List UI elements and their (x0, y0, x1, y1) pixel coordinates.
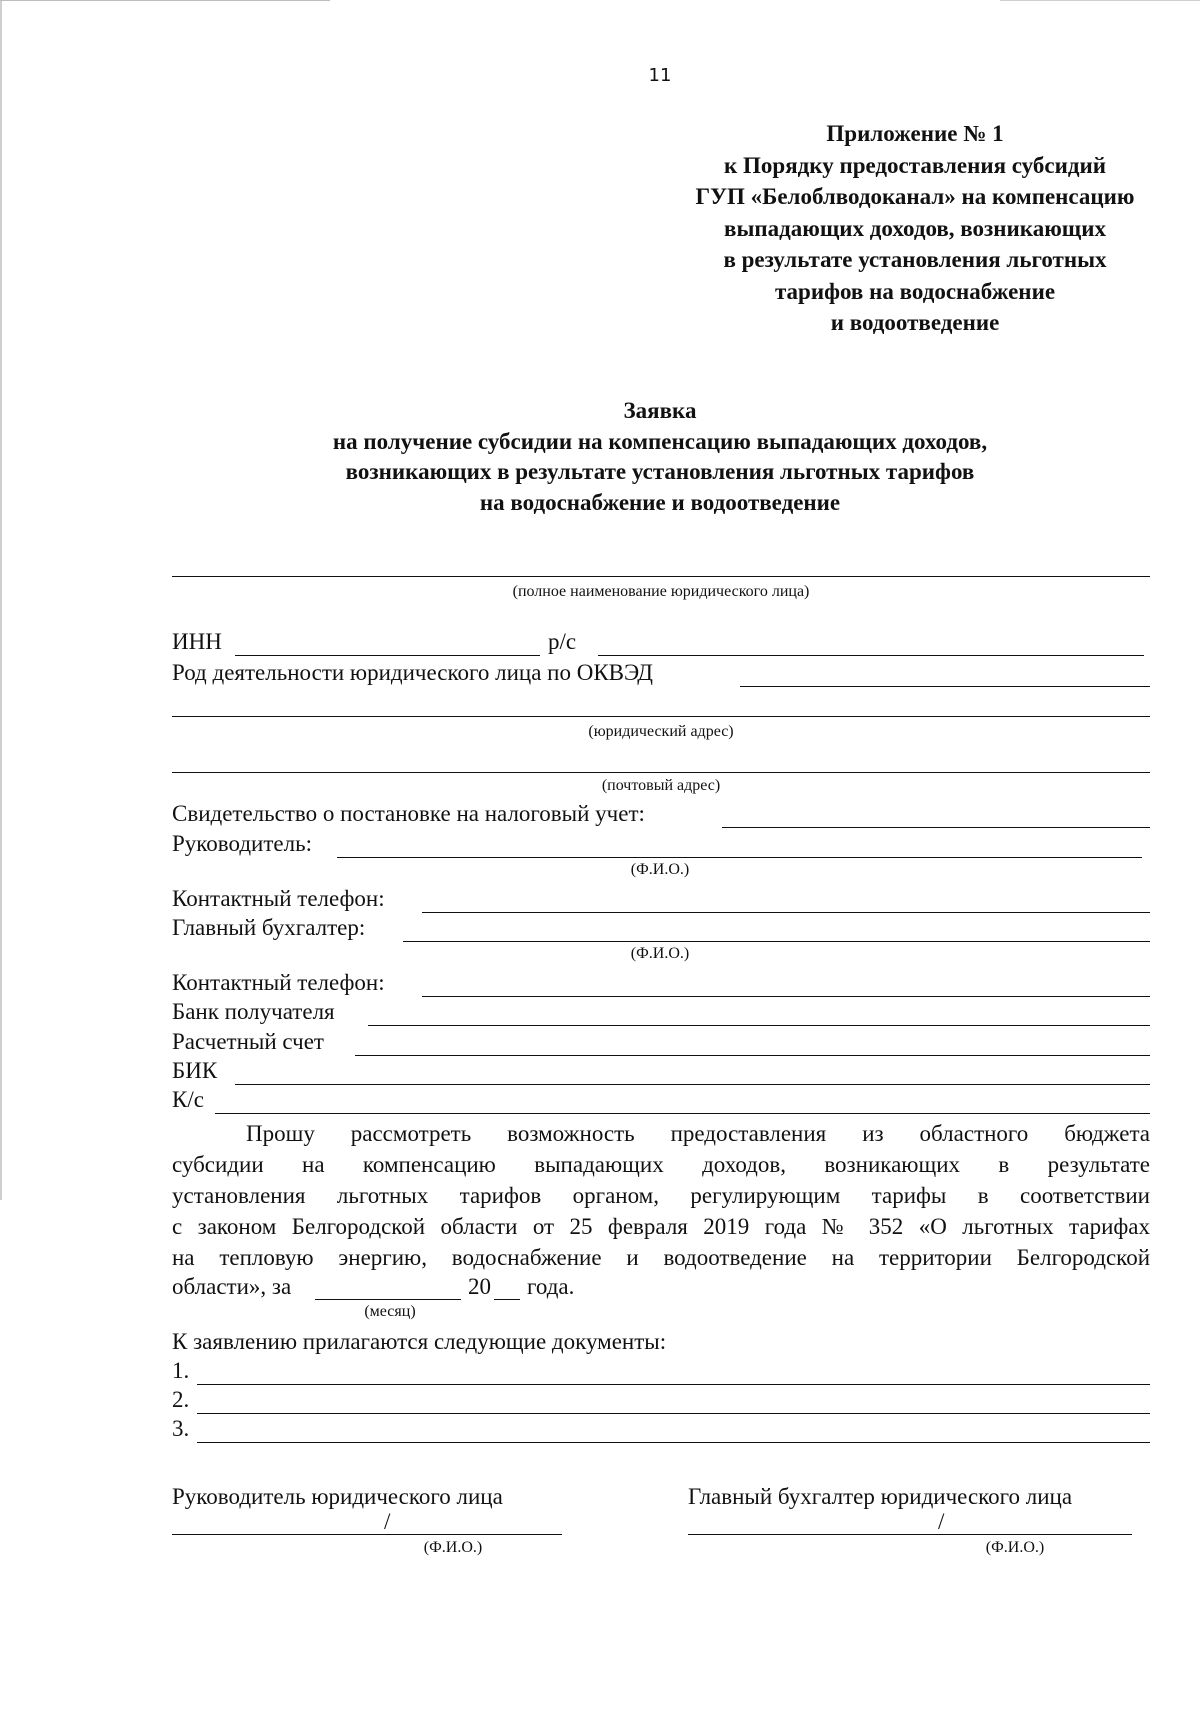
tax-certificate-label: Свидетельство о постановке на налоговый учет: (172, 801, 645, 826)
attachments-label: К заявлению прилагаются следующие документы: (172, 1329, 667, 1354)
legal-address-caption: (юридический адрес) (588, 723, 734, 740)
request-period-prefix: области», за (172, 1274, 292, 1299)
bik-field[interactable] (235, 1084, 1150, 1085)
rs-field[interactable] (598, 655, 1144, 656)
paragraph-line: установления льготных тарифов органом, регулирующим тарифы в соответствии (172, 1183, 1150, 1208)
bank-field[interactable] (368, 1025, 1150, 1026)
accountant-signature-title: Главный бухгалтер юридического лица (688, 1484, 1073, 1509)
okved-field[interactable] (740, 686, 1150, 687)
request-period-suffix: года. (527, 1274, 575, 1299)
scan-edge (1000, 0, 1200, 1)
appendix-line: к Порядку предоставления субсидий (724, 152, 1106, 178)
accountant-phone-label: Контактный телефон: (172, 970, 385, 995)
full-name-field[interactable] (172, 576, 1150, 577)
scan-edge (0, 0, 2, 1200)
ks-field[interactable] (215, 1113, 1150, 1114)
account-label: Расчетный счет (172, 1029, 324, 1054)
year-prefix: 20 (468, 1274, 491, 1299)
legal-address-field[interactable] (172, 716, 1150, 717)
chief-accountant-field[interactable] (403, 941, 1150, 942)
okved-label: Род деятельности юридического лица по ОКВЭД (172, 660, 653, 685)
page-number: 11 (648, 65, 672, 86)
appendix-line: Приложение № 1 (826, 121, 1004, 146)
bik-label: БИК (172, 1058, 218, 1083)
director-phone-label: Контактный телефон: (172, 886, 385, 911)
year-field[interactable] (494, 1299, 520, 1300)
accountant-signature-fio: (Ф.И.О.) (985, 1539, 1045, 1556)
appendix-line: тарифов на водоснабжение (774, 278, 1056, 304)
director-phone-field[interactable] (422, 912, 1150, 913)
director-signature-slash: / (384, 1509, 391, 1534)
appendix-line: в результате установления льготных (723, 247, 1107, 272)
paragraph-line: субсидии на компенсацию выпадающих доходов, возникающих в результате (172, 1152, 1150, 1177)
title-line: на водоснабжение и водоотведение (479, 489, 841, 515)
appendix-line: ГУП «Белоблводоканал» на компенсацию (695, 184, 1135, 209)
director-signature-field[interactable] (172, 1534, 562, 1535)
attachment-number: 2. (172, 1387, 190, 1412)
full-name-caption: (полное наименование юридического лица) (512, 583, 810, 600)
director-fio-caption: (Ф.И.О.) (630, 861, 690, 878)
accountant-signature-slash: / (938, 1509, 945, 1534)
accountant-fio-caption: (Ф.И.О.) (630, 945, 690, 962)
appendix-header (615, 118, 1200, 339)
director-field[interactable] (337, 857, 1142, 858)
paragraph-line: на тепловую энергию, водоснабжение и водоотведение на территории Белгородской (172, 1245, 1150, 1270)
tax-certificate-field[interactable] (722, 827, 1150, 828)
accountant-signature-field[interactable] (688, 1534, 1132, 1535)
ks-label: К/с (172, 1087, 204, 1112)
paragraph-line: с законом Белгородской области от 25 февраля 2019 года № 352 «О льготных тарифах (172, 1214, 1150, 1239)
attachment-field[interactable] (197, 1413, 1150, 1414)
title-line: возникающих в результате установления льготных тарифов (345, 459, 975, 484)
account-field[interactable] (355, 1055, 1150, 1056)
director-signature-fio: (Ф.И.О.) (423, 1539, 483, 1556)
attachment-number: 1. (172, 1358, 190, 1383)
accountant-phone-field[interactable] (422, 996, 1150, 997)
request-paragraph (172, 1118, 1150, 1273)
rs-label: р/с (548, 629, 577, 654)
title-line: на получение субсидии на компенсацию выпадающих доходов, (332, 428, 988, 454)
postal-address-field[interactable] (172, 772, 1150, 773)
title-line: Заявка (623, 398, 697, 423)
inn-field[interactable] (235, 655, 540, 656)
appendix-line: и водоотведение (830, 310, 1000, 335)
postal-address-caption: (почтовый адрес) (601, 777, 721, 794)
attachment-field[interactable] (197, 1384, 1150, 1385)
appendix-line: выпадающих доходов, возникающих (724, 215, 1106, 241)
inn-label: ИНН (172, 629, 222, 654)
attachment-field[interactable] (197, 1442, 1150, 1443)
scan-edge (0, 0, 330, 1)
director-signature-title: Руководитель юридического лица (172, 1484, 503, 1509)
month-caption: (месяц) (364, 1303, 416, 1320)
chief-accountant-label: Главный бухгалтер: (172, 915, 366, 940)
paragraph-line: Прошу рассмотреть возможность предоставления из областного бюджета (246, 1121, 1150, 1146)
document-title (130, 396, 1190, 518)
attachment-number: 3. (172, 1416, 190, 1441)
director-label: Руководитель: (172, 831, 312, 856)
month-field[interactable] (315, 1299, 461, 1300)
bank-label: Банк получателя (172, 999, 335, 1024)
